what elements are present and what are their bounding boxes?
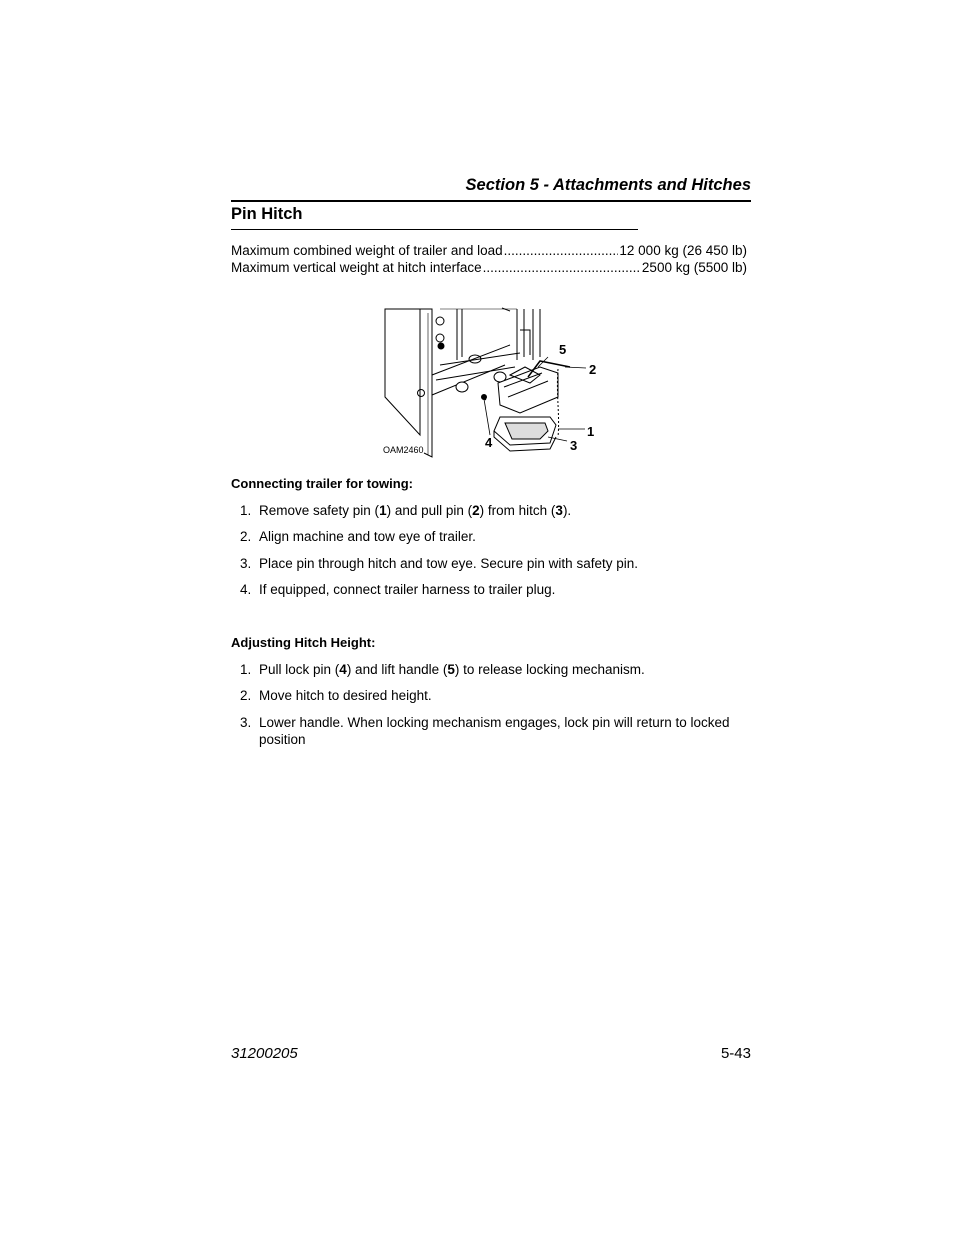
title-rule xyxy=(231,229,638,230)
step-text: Place pin through hitch and tow eye. Secure pin with safety pin. xyxy=(259,556,638,571)
step-number: 3. xyxy=(240,556,252,571)
step-number: 1. xyxy=(240,662,252,677)
step-number: 2. xyxy=(240,688,252,703)
step-text: If equipped, connect trailer harness to trailer plug. xyxy=(259,582,556,597)
page-number: 5-43 xyxy=(720,1045,751,1062)
callout-2: 2 xyxy=(589,362,597,377)
step-text: Lower handle. When locking mechanism engages, lock pin will return to locked position xyxy=(259,715,730,747)
callout-3: 3 xyxy=(570,438,578,453)
callout-5: 5 xyxy=(559,342,567,357)
callout-ref: 1 xyxy=(379,503,387,518)
section-heading-connecting: Connecting trailer for towing: xyxy=(231,476,413,491)
step-text: Align machine and tow eye of trailer. xyxy=(259,529,476,544)
page-title: Pin Hitch xyxy=(231,205,303,223)
spec-row-combined-weight xyxy=(231,243,747,260)
step-number: 4. xyxy=(240,582,252,597)
callout-ref: 2 xyxy=(472,503,480,518)
section-heading-adjusting: Adjusting Hitch Height: xyxy=(231,635,376,650)
section-header: Section 5 - Attachments and Hitches xyxy=(465,176,751,194)
header-rule xyxy=(231,200,751,202)
callout-4: 4 xyxy=(485,435,493,450)
figure-code: OAM2460 xyxy=(383,445,424,455)
callout-1: 1 xyxy=(587,424,595,439)
dot-leader xyxy=(504,243,619,258)
spec-label: Maximum vertical weight at hitch interface xyxy=(231,260,482,275)
step-number: 2. xyxy=(240,529,252,544)
document-number: 31200205 xyxy=(231,1045,298,1062)
spec-value: 12 000 kg (26 450 lb) xyxy=(619,243,747,258)
spec-row-vertical-weight xyxy=(231,260,747,277)
spec-label: Maximum combined weight of trailer and load xyxy=(231,243,503,258)
dot-leader xyxy=(483,260,641,275)
step-text: Move hitch to desired height. xyxy=(259,688,432,703)
callout-ref: 4 xyxy=(339,662,347,677)
step-text: Pull lock pin (4) and lift handle (5) to release locking mechanism. xyxy=(259,662,645,677)
step-text: Remove safety pin (1) and pull pin (2) from hitch (3). xyxy=(259,503,572,518)
step-number: 1. xyxy=(240,503,252,518)
spec-value: 2500 kg (5500 lb) xyxy=(641,260,747,275)
step-number: 3. xyxy=(240,715,252,730)
callout-ref: 5 xyxy=(447,662,455,677)
pin-hitch-illustration xyxy=(380,305,600,465)
callout-ref: 3 xyxy=(555,503,563,518)
